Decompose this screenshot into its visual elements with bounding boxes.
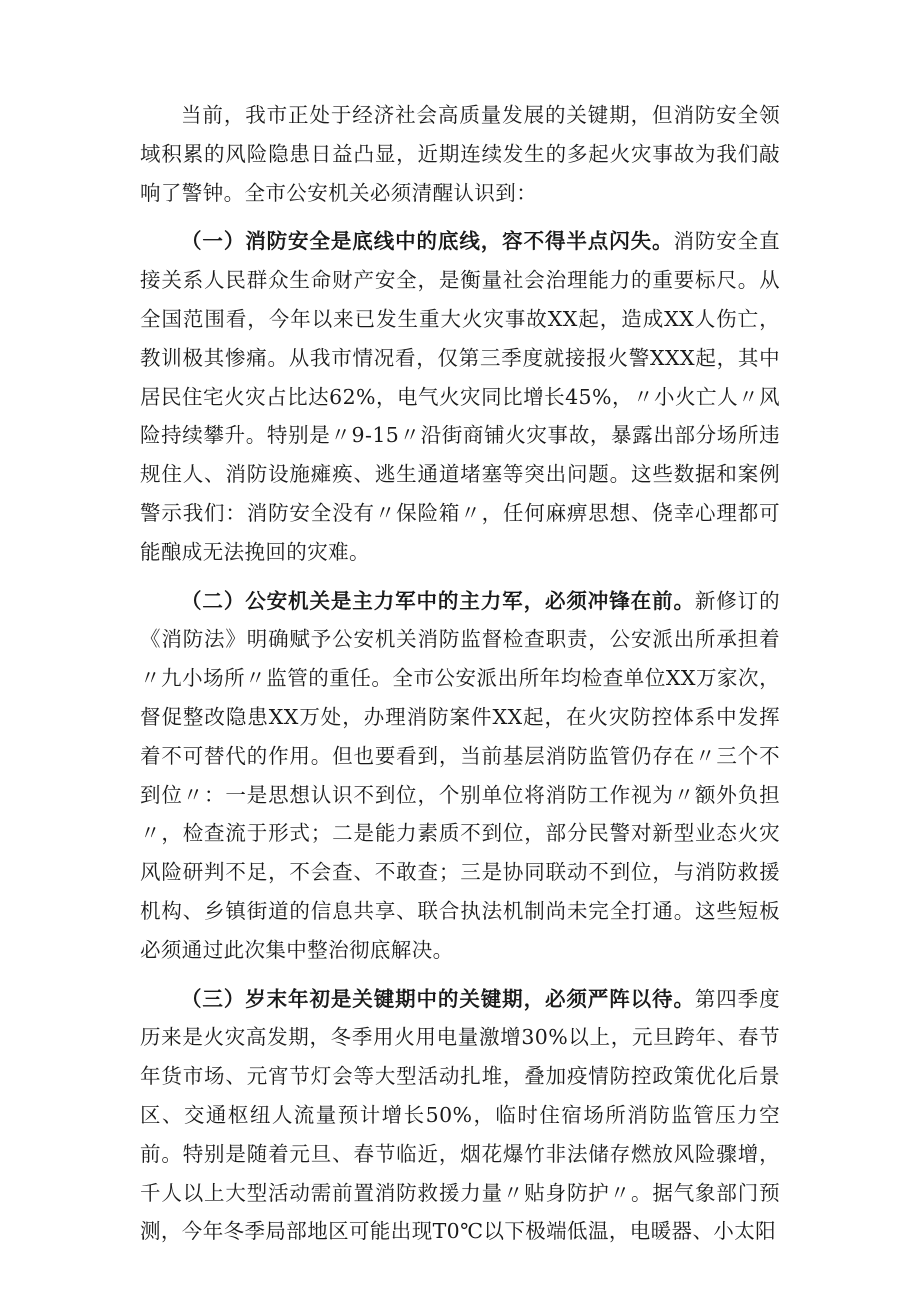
section-paragraph-2 [140, 582, 780, 970]
intro-text: 当前，我市正处于经济社会高质量发展的关键期，但消防安全领域积累的风险隐患日益凸显，近期连续发生的多起火灾事故为我们敲响了警钟。全市公安机关必须清醒认识到： [140, 103, 780, 205]
section-heading-2: （二）公安机关是主力军中的主力军，必须冲锋在前。 [181, 588, 695, 613]
section-text-3: 第四季度历来是火灾高发期，冬季用火用电量激增30%以上，元旦跨年、春节年货市场、元宵节灯会等大型活动扎堆，叠加疫情防控政策优化后景区、交通枢纽人流量预计增长50%，临时住宿场所消防监管压力空前。特别是随着元旦、春节临近，烟花爆竹非法储存燃放风险骤增，千人以上大型活动需前置消防救援力量〃贴身防护〃。据气象部门预测，今年冬季局部地区可能出现T0℃以下极端低温，电暖器、小太阳 [140, 986, 780, 1244]
section-paragraph-1 [140, 222, 780, 571]
document-body [140, 96, 780, 1261]
section-heading-1: （一）消防安全是底线中的底线，容不得半点闪失。 [181, 229, 674, 254]
section-heading-3: （三）岁末年初是关键期中的关键期，必须严阵以待。 [181, 986, 695, 1011]
section-text-2: 新修订的《消防法》明确赋予公安机关消防监督检查职责，公安派出所承担着〃九小场所〃监管的重任。全市公安派出所年均检查单位XX万家次，督促整改隐患XX万处，办理消防案件XX起，在火灾防控体系中发挥着不可替代的作用。但也要看到，当前基层消防监管仍存在〃三个不到位〃：一是思想认识不到位，个别单位将消防工作视为〃额外负担〃，检查流于形式；二是能力素质不到位，部分民警对新型业态火灾风险研判不足，不会查、不敢查；三是协同联动不到位，与消防救援机构、乡镇街道的信息共享、联合执法机制尚未完全打通。这些短板必须通过此次集中整治彻底解决。 [140, 588, 780, 962]
section-text-1: 消防安全直接关系人民群众生命财产安全，是衡量社会治理能力的重要标尺。从全国范围看，今年以来已发生重大火灾事故XX起，造成XX人伤亡，教训极其惨痛。从我市情况看，仅第三季度就接报火警XXX起，其中居民住宅火灾占比达62%，电气火灾同比增长45%，〃小火亡人〃风险持续攀升。特别是〃9-15〃沿街商铺火灾事故，暴露出部分场所违规住人、消防设施瘫痪、逃生通道堵塞等突出问题。这些数据和案例警示我们：消防安全没有〃保险箱〃，任何麻痹思想、侥幸心理都可能酿成无法挽回的灾难。 [140, 229, 780, 564]
section-paragraph-3 [140, 980, 780, 1252]
intro-paragraph [140, 96, 780, 212]
